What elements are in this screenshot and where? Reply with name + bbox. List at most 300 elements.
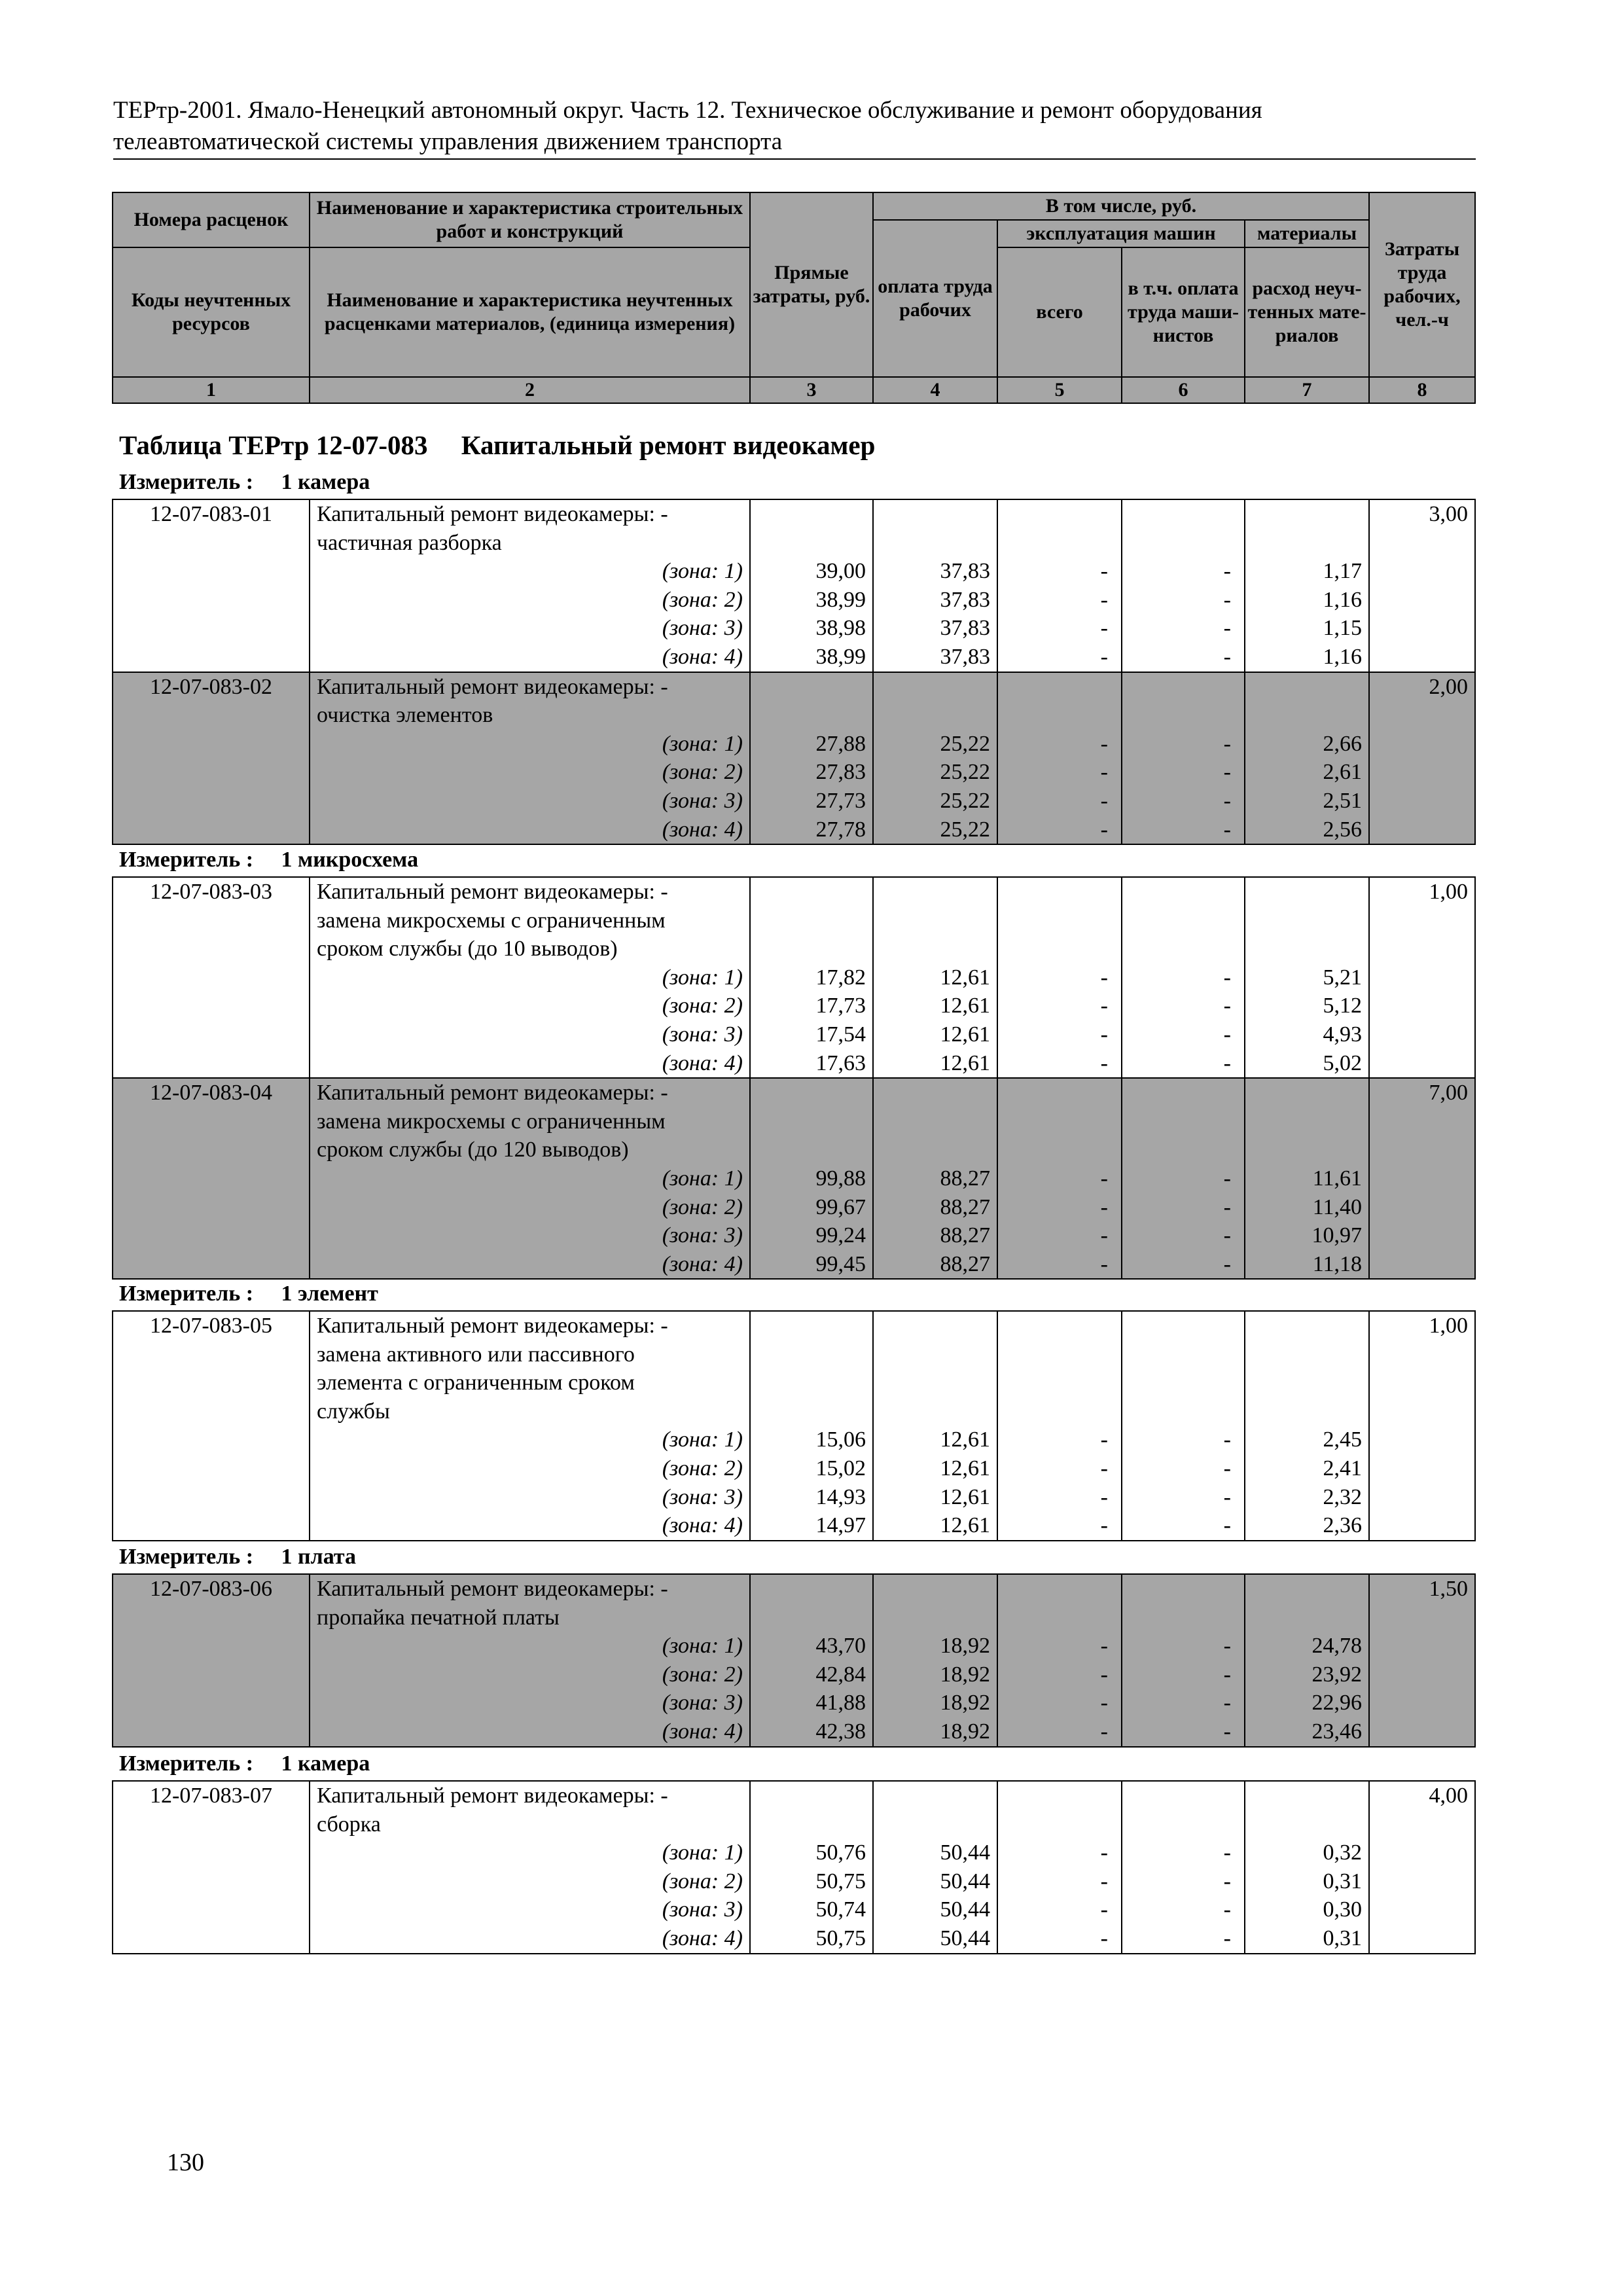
column-header-table	[112, 192, 1476, 404]
zone-label: (зона: 2)	[310, 1660, 750, 1689]
worker-pay-value: 88,27	[873, 1221, 997, 1250]
empty-cell	[1122, 1311, 1245, 1340]
materials-value: 2,56	[1245, 816, 1369, 845]
unit-of-measure: Измеритель : 1 камера	[119, 1751, 370, 1776]
worker-pay-value: 12,61	[873, 1426, 997, 1454]
empty-cell	[113, 1632, 310, 1660]
header-col-number: 3	[750, 377, 873, 403]
materials-value: 5,12	[1245, 992, 1369, 1020]
rate-name-line: Капитальный ремонт видеокамеры: -	[310, 1781, 750, 1810]
machinist-pay-value: -	[1122, 1717, 1245, 1747]
worker-pay-value: 18,92	[873, 1660, 997, 1689]
zone-label: (зона: 3)	[310, 1020, 750, 1049]
rate-name-line: замена микросхемы с ограниченным	[310, 906, 750, 935]
empty-cell	[113, 1660, 310, 1689]
machinist-pay-value: -	[1122, 1924, 1245, 1954]
direct-costs-value: 99,24	[750, 1221, 873, 1250]
direct-costs-value: 43,70	[750, 1632, 873, 1660]
rate-name-row	[113, 877, 1475, 906]
zone-label: (зона: 4)	[310, 1250, 750, 1280]
machines-value: -	[997, 614, 1122, 643]
machines-value: -	[997, 1895, 1122, 1924]
machinist-pay-value: -	[1122, 1454, 1245, 1483]
zone-label: (зона: 2)	[310, 1193, 750, 1222]
empty-cell	[873, 499, 997, 529]
machinist-pay-value: -	[1122, 614, 1245, 643]
materials-value: 11,18	[1245, 1250, 1369, 1280]
machines-value: -	[997, 1867, 1122, 1896]
materials-value: 2,51	[1245, 787, 1369, 816]
worker-pay-value: 50,44	[873, 1924, 997, 1954]
materials-value: 10,97	[1245, 1221, 1369, 1250]
empty-cell	[1122, 1369, 1245, 1397]
empty-cell	[1245, 529, 1369, 558]
empty-cell	[113, 614, 310, 643]
direct-costs-value: 42,38	[750, 1717, 873, 1747]
labor-costs: 2,00	[1369, 672, 1475, 702]
empty-cell	[1245, 1604, 1369, 1632]
labor-costs: 4,00	[1369, 1781, 1475, 1810]
empty-cell	[113, 1689, 310, 1717]
empty-cell	[997, 1136, 1122, 1164]
empty-cell	[1369, 614, 1475, 643]
worker-pay-value: 12,61	[873, 1483, 997, 1512]
rate-name-line: Капитальный ремонт видеокамеры: -	[310, 1574, 750, 1604]
labor-costs: 1,50	[1369, 1574, 1475, 1604]
empty-cell	[750, 1369, 873, 1397]
direct-costs-value: 50,75	[750, 1924, 873, 1954]
direct-costs-value: 17,63	[750, 1049, 873, 1079]
rate-name-line: частичная разборка	[310, 529, 750, 558]
empty-cell	[1369, 1632, 1475, 1660]
section-title: Таблица ТЕРтр 12-07-083 Капитальный ремонт видеокамер	[119, 430, 876, 460]
rate-code: 12-07-083-07	[113, 1781, 310, 1810]
empty-cell	[873, 701, 997, 730]
rate-code	[113, 1107, 310, 1136]
empty-cell	[1369, 992, 1475, 1020]
empty-cell	[997, 1369, 1122, 1397]
labor-costs	[1369, 1604, 1475, 1632]
worker-pay-value: 12,61	[873, 1511, 997, 1541]
direct-costs-value: 50,76	[750, 1839, 873, 1867]
worker-pay-value: 37,83	[873, 557, 997, 586]
zone-row	[113, 1895, 1475, 1924]
empty-cell	[113, 1426, 310, 1454]
header-including: В том числе, руб.	[873, 192, 1369, 220]
direct-costs-value: 38,99	[750, 586, 873, 615]
empty-cell	[750, 1340, 873, 1369]
zone-label: (зона: 1)	[310, 557, 750, 586]
rate-code	[113, 1397, 310, 1426]
worker-pay-value: 37,83	[873, 614, 997, 643]
rate-name-row	[113, 1781, 1475, 1810]
zone-label: (зона: 1)	[310, 963, 750, 992]
materials-value: 1,16	[1245, 643, 1369, 672]
empty-cell	[750, 499, 873, 529]
empty-cell	[1369, 963, 1475, 992]
machines-value: -	[997, 1250, 1122, 1280]
empty-cell	[1369, 1426, 1475, 1454]
labor-costs: 7,00	[1369, 1078, 1475, 1107]
empty-cell	[1245, 1136, 1369, 1164]
empty-cell	[1369, 643, 1475, 672]
empty-cell	[1369, 1511, 1475, 1541]
rate-code: 12-07-083-01	[113, 499, 310, 529]
machinist-pay-value: -	[1122, 992, 1245, 1020]
header-direct-costs: Прямые затраты, руб.	[750, 192, 873, 377]
zone-label: (зона: 3)	[310, 787, 750, 816]
empty-cell	[113, 557, 310, 586]
empty-cell	[997, 1810, 1122, 1839]
empty-cell	[873, 1107, 997, 1136]
empty-cell	[1369, 586, 1475, 615]
empty-cell	[997, 906, 1122, 935]
empty-cell	[1122, 1781, 1245, 1810]
labor-costs	[1369, 935, 1475, 963]
empty-cell	[873, 1810, 997, 1839]
empty-cell	[997, 877, 1122, 906]
rate-name-row	[113, 906, 1475, 935]
materials-value: 5,21	[1245, 963, 1369, 992]
machines-value: -	[997, 1426, 1122, 1454]
rate-name-row	[113, 1340, 1475, 1369]
rate-name-row	[113, 499, 1475, 529]
zone-row	[113, 1839, 1475, 1867]
materials-value: 2,45	[1245, 1426, 1369, 1454]
empty-cell	[873, 1340, 997, 1369]
machinist-pay-value: -	[1122, 816, 1245, 845]
empty-cell	[113, 1924, 310, 1954]
rate-name-line: сроком службы (до 10 выводов)	[310, 935, 750, 963]
empty-cell	[1245, 1078, 1369, 1107]
worker-pay-value: 18,92	[873, 1689, 997, 1717]
materials-value: 0,31	[1245, 1867, 1369, 1896]
header-machines-total: всего	[997, 247, 1122, 377]
labor-costs: 3,00	[1369, 499, 1475, 529]
empty-cell	[1245, 935, 1369, 963]
machinist-pay-value: -	[1122, 1426, 1245, 1454]
rate-name-row	[113, 1397, 1475, 1426]
materials-value: 2,41	[1245, 1454, 1369, 1483]
empty-cell	[1122, 1340, 1245, 1369]
direct-costs-value: 27,88	[750, 730, 873, 759]
empty-cell	[1369, 1049, 1475, 1079]
rate-name-line: элемента с ограниченным сроком	[310, 1369, 750, 1397]
worker-pay-value: 18,92	[873, 1632, 997, 1660]
machines-value: -	[997, 1660, 1122, 1689]
machinist-pay-value: -	[1122, 586, 1245, 615]
rate-code	[113, 1369, 310, 1397]
rate-name-row	[113, 935, 1475, 963]
empty-cell	[997, 672, 1122, 702]
rate-code	[113, 529, 310, 558]
unit-of-measure: Измеритель : 1 микросхема	[119, 848, 419, 872]
rate-entry	[113, 1781, 1475, 1954]
worker-pay-value: 50,44	[873, 1895, 997, 1924]
direct-costs-value: 50,74	[750, 1895, 873, 1924]
empty-cell	[750, 701, 873, 730]
rate-name-row	[113, 529, 1475, 558]
machines-value: -	[997, 1454, 1122, 1483]
direct-costs-value: 15,06	[750, 1426, 873, 1454]
direct-costs-value: 17,54	[750, 1020, 873, 1049]
empty-cell	[113, 1867, 310, 1896]
rate-name-line: пропайка печатной платы	[310, 1604, 750, 1632]
rate-code: 12-07-083-06	[113, 1574, 310, 1604]
empty-cell	[750, 529, 873, 558]
empty-cell	[997, 499, 1122, 529]
rate-entry	[113, 1078, 1475, 1279]
empty-cell	[113, 1895, 310, 1924]
worker-pay-value: 12,61	[873, 1020, 997, 1049]
empty-cell	[997, 935, 1122, 963]
empty-cell	[1122, 1107, 1245, 1136]
empty-cell	[873, 1311, 997, 1340]
empty-cell	[1122, 1397, 1245, 1426]
header-col-number: 5	[997, 377, 1122, 403]
empty-cell	[750, 1078, 873, 1107]
labor-costs: 1,00	[1369, 877, 1475, 906]
empty-cell	[113, 1221, 310, 1250]
empty-cell	[1245, 877, 1369, 906]
worker-pay-value: 12,61	[873, 963, 997, 992]
empty-cell	[1369, 816, 1475, 845]
empty-cell	[1245, 1311, 1369, 1340]
zone-label: (зона: 1)	[310, 1426, 750, 1454]
machinist-pay-value: -	[1122, 758, 1245, 787]
direct-costs-value: 15,02	[750, 1454, 873, 1483]
direct-costs-value: 17,82	[750, 963, 873, 992]
empty-cell	[1369, 758, 1475, 787]
machines-value: -	[997, 1717, 1122, 1747]
rate-entry	[113, 1574, 1475, 1747]
rate-name-row	[113, 1810, 1475, 1839]
machines-value: -	[997, 586, 1122, 615]
labor-costs: 1,00	[1369, 1311, 1475, 1340]
empty-cell	[113, 1164, 310, 1193]
empty-cell	[997, 1604, 1122, 1632]
zone-row	[113, 758, 1475, 787]
zone-label: (зона: 1)	[310, 1839, 750, 1867]
direct-costs-value: 27,83	[750, 758, 873, 787]
empty-cell	[750, 1574, 873, 1604]
empty-cell	[997, 529, 1122, 558]
labor-costs	[1369, 1340, 1475, 1369]
rate-code	[113, 1136, 310, 1164]
machines-value: -	[997, 1632, 1122, 1660]
header-materials-name: Наименование и характеристика неучтенных расценками материалов, (единица измерения)	[310, 247, 750, 377]
empty-cell	[750, 935, 873, 963]
empty-cell	[873, 529, 997, 558]
machinist-pay-value: -	[1122, 1164, 1245, 1193]
empty-cell	[873, 1574, 997, 1604]
labor-costs	[1369, 1136, 1475, 1164]
machinist-pay-value: -	[1122, 1193, 1245, 1222]
header-unaccounted-materials: расход неуч-тенных мате-риалов	[1245, 247, 1369, 377]
empty-cell	[1369, 1689, 1475, 1717]
machines-value: -	[997, 1689, 1122, 1717]
machines-value: -	[997, 1511, 1122, 1541]
header-machinist-pay: в т.ч. оплата труда маши-нистов	[1122, 247, 1245, 377]
rate-code	[113, 701, 310, 730]
materials-value: 5,02	[1245, 1049, 1369, 1079]
header-rate-numbers: Номера расценок	[113, 192, 310, 247]
labor-costs	[1369, 529, 1475, 558]
machinist-pay-value: -	[1122, 643, 1245, 672]
worker-pay-value: 25,22	[873, 758, 997, 787]
machines-value: -	[997, 758, 1122, 787]
empty-cell	[113, 963, 310, 992]
empty-cell	[113, 1020, 310, 1049]
empty-cell	[1369, 730, 1475, 759]
rate-code: 12-07-083-02	[113, 672, 310, 702]
empty-cell	[997, 1781, 1122, 1810]
machinist-pay-value: -	[1122, 1660, 1245, 1689]
machines-value: -	[997, 963, 1122, 992]
empty-cell	[1122, 672, 1245, 702]
empty-cell	[1245, 1340, 1369, 1369]
empty-cell	[750, 1136, 873, 1164]
rate-name-line: Капитальный ремонт видеокамеры: -	[310, 672, 750, 702]
empty-cell	[873, 1369, 997, 1397]
worker-pay-value: 25,22	[873, 816, 997, 845]
direct-costs-value: 17,73	[750, 992, 873, 1020]
rate-name-line: службы	[310, 1397, 750, 1426]
rate-code	[113, 1604, 310, 1632]
zone-row	[113, 1426, 1475, 1454]
empty-cell	[113, 816, 310, 845]
labor-costs	[1369, 1107, 1475, 1136]
machinist-pay-value: -	[1122, 730, 1245, 759]
empty-cell	[113, 1839, 310, 1867]
rate-entry	[113, 499, 1475, 672]
zone-row	[113, 963, 1475, 992]
empty-cell	[997, 1107, 1122, 1136]
empty-cell	[1369, 1250, 1475, 1280]
empty-cell	[750, 672, 873, 702]
empty-cell	[750, 1781, 873, 1810]
rates-table-block	[112, 876, 1476, 1280]
empty-cell	[1122, 1078, 1245, 1107]
rates-table-block	[112, 1780, 1476, 1954]
empty-cell	[1245, 1781, 1369, 1810]
zone-label: (зона: 4)	[310, 643, 750, 672]
empty-cell	[1122, 529, 1245, 558]
unit-of-measure: Измеритель : 1 плата	[119, 1545, 356, 1569]
zone-row	[113, 816, 1475, 845]
empty-cell	[113, 586, 310, 615]
machinist-pay-value: -	[1122, 963, 1245, 992]
empty-cell	[1369, 1020, 1475, 1049]
direct-costs-value: 99,45	[750, 1250, 873, 1280]
zone-row	[113, 1924, 1475, 1954]
zone-row	[113, 1660, 1475, 1689]
empty-cell	[1369, 1193, 1475, 1222]
empty-cell	[1245, 1369, 1369, 1397]
empty-cell	[1369, 1454, 1475, 1483]
worker-pay-value: 50,44	[873, 1839, 997, 1867]
direct-costs-value: 27,78	[750, 816, 873, 845]
empty-cell	[1369, 1895, 1475, 1924]
rate-name-row	[113, 1078, 1475, 1107]
machines-value: -	[997, 1020, 1122, 1049]
header-col-number: 7	[1245, 377, 1369, 403]
zone-label: (зона: 3)	[310, 1221, 750, 1250]
zone-row	[113, 1454, 1475, 1483]
empty-cell	[113, 1454, 310, 1483]
empty-cell	[1245, 1810, 1369, 1839]
machinist-pay-value: -	[1122, 1049, 1245, 1079]
rate-name-line: замена активного или пассивного	[310, 1340, 750, 1369]
materials-value: 4,93	[1245, 1020, 1369, 1049]
rates-table-block	[112, 1573, 1476, 1748]
rate-name-row	[113, 701, 1475, 730]
machines-value: -	[997, 730, 1122, 759]
worker-pay-value: 88,27	[873, 1193, 997, 1222]
empty-cell	[1245, 906, 1369, 935]
rate-code: 12-07-083-05	[113, 1311, 310, 1340]
zone-label: (зона: 4)	[310, 1924, 750, 1954]
empty-cell	[113, 1717, 310, 1747]
machines-value: -	[997, 1049, 1122, 1079]
zone-label: (зона: 1)	[310, 730, 750, 759]
empty-cell	[997, 1397, 1122, 1426]
materials-value: 2,66	[1245, 730, 1369, 759]
zone-row	[113, 1164, 1475, 1193]
empty-cell	[750, 1810, 873, 1839]
rates-table-block	[112, 1310, 1476, 1541]
header-col-number: 6	[1122, 377, 1245, 403]
empty-cell	[1369, 1839, 1475, 1867]
machines-value: -	[997, 1924, 1122, 1954]
zone-row	[113, 1717, 1475, 1747]
materials-value: 2,61	[1245, 758, 1369, 787]
zone-row	[113, 1049, 1475, 1079]
empty-cell	[113, 1483, 310, 1512]
rate-name-row	[113, 1574, 1475, 1604]
machines-value: -	[997, 787, 1122, 816]
direct-costs-value: 14,97	[750, 1511, 873, 1541]
zone-label: (зона: 4)	[310, 1717, 750, 1747]
materials-value: 11,40	[1245, 1193, 1369, 1222]
empty-cell	[1122, 877, 1245, 906]
worker-pay-value: 88,27	[873, 1250, 997, 1280]
empty-cell	[997, 1311, 1122, 1340]
direct-costs-value: 39,00	[750, 557, 873, 586]
machinist-pay-value: -	[1122, 1221, 1245, 1250]
worker-pay-value: 88,27	[873, 1164, 997, 1193]
zone-label: (зона: 3)	[310, 1483, 750, 1512]
rate-code: 12-07-083-04	[113, 1078, 310, 1107]
empty-cell	[1122, 1136, 1245, 1164]
zone-row	[113, 557, 1475, 586]
header-machine-operation: эксплуатация машин	[997, 220, 1245, 247]
empty-cell	[113, 730, 310, 759]
materials-value: 23,92	[1245, 1660, 1369, 1689]
worker-pay-value: 12,61	[873, 1454, 997, 1483]
empty-cell	[1245, 1574, 1369, 1604]
direct-costs-value: 38,98	[750, 614, 873, 643]
rate-name-line: сборка	[310, 1810, 750, 1839]
empty-cell	[1245, 1397, 1369, 1426]
empty-cell	[750, 877, 873, 906]
empty-cell	[750, 1604, 873, 1632]
rate-code	[113, 1340, 310, 1369]
machines-value: -	[997, 1193, 1122, 1222]
empty-cell	[873, 877, 997, 906]
empty-cell	[750, 1397, 873, 1426]
empty-cell	[1122, 1574, 1245, 1604]
